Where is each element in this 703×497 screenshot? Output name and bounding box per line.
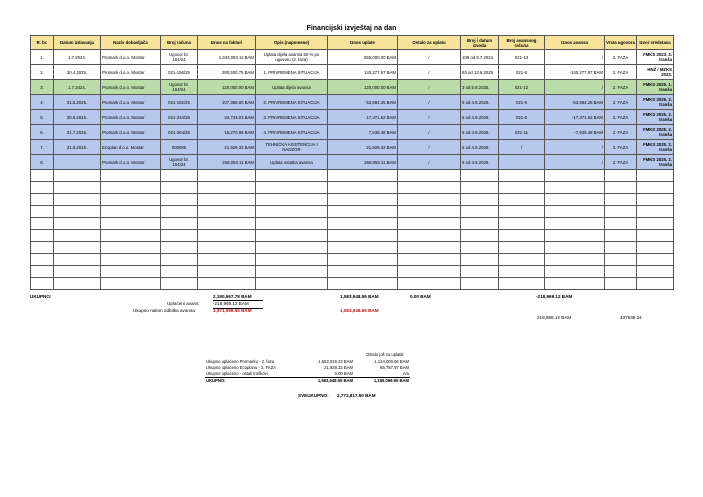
table-row (31, 80, 674, 95)
empty-row (31, 254, 674, 266)
cell-uplata: 21,929.32 BAM (328, 140, 398, 155)
empty-cell (605, 278, 637, 290)
cell-ostalo: / (398, 50, 461, 65)
cell-opis: Uplata dijela avansa (256, 80, 328, 95)
cell-izvor: FMKS 2025. 2. tranša (637, 125, 674, 140)
empty-cell (637, 218, 674, 230)
empty-cell (198, 266, 256, 278)
extra-other-value: 437938.24 (620, 315, 642, 320)
empty-cell (499, 194, 545, 206)
empty-cell (31, 242, 54, 254)
table-row (31, 65, 674, 80)
empty-row (31, 206, 674, 218)
empty-cell (161, 242, 198, 254)
empty-row (31, 242, 674, 254)
cell-izvor: FMKS 2025. 2. tranša (637, 110, 674, 125)
empty-cell (31, 266, 54, 278)
cell-avansni: 021-13 (499, 50, 545, 65)
empty-cell (328, 218, 398, 230)
empty-cell (256, 182, 328, 194)
empty-cell (198, 206, 256, 218)
column-header: Datum izdavanja (54, 36, 101, 50)
cell-izvor: FMKS 2025. 2. tranša (637, 140, 674, 155)
column-header: Izvor sredstava (637, 36, 674, 50)
empty-cell (545, 254, 605, 266)
empty-cell (461, 218, 499, 230)
empty-cell (101, 182, 161, 194)
empty-cell (256, 218, 328, 230)
empty-cell (198, 254, 256, 266)
empty-row (31, 218, 674, 230)
cell-rb: 6. (31, 125, 54, 140)
cell-avansni: / (499, 140, 545, 155)
empty-cell (198, 182, 256, 194)
empty-cell (605, 230, 637, 242)
empty-row (31, 230, 674, 242)
summary-cell-a: 21,929.32 BAM (324, 365, 353, 370)
empty-cell (161, 230, 198, 242)
cell-dobavljac: Promark d.o.o. Mostar (101, 65, 161, 80)
empty-cell (461, 278, 499, 290)
cell-datum: 1.7.2024. (54, 50, 101, 65)
empty-cell (545, 194, 605, 206)
empty-cell (328, 242, 398, 254)
cell-dobavljac: Promark d.o.o. Mostar (101, 95, 161, 110)
empty-cell (101, 218, 161, 230)
empty-cell (198, 194, 256, 206)
empty-cell (398, 218, 461, 230)
cell-datum: 31.8.2025. (54, 140, 101, 155)
cell-ugovor: 2. FAZA (605, 110, 637, 125)
table-header-row (31, 36, 674, 50)
cell-datum: 30.4.2025. (54, 65, 101, 80)
summary-header: Ostalo još za uplatiti (366, 352, 404, 357)
empty-cell (605, 218, 637, 230)
cell-izvor: FMKS 2025. 2. tranša (637, 155, 674, 170)
column-header: Broj računa (161, 36, 198, 50)
summary-cell-label: Ukupno uplaćeno Ecoplanu - 2. FAZA (206, 365, 277, 370)
empty-cell (198, 170, 256, 182)
cell-iznos: 21,929.32 BAM (198, 140, 256, 155)
cell-dobavljac: Promark d.o.o. Mostar (101, 155, 161, 170)
empty-cell (31, 278, 54, 290)
empty-cell (198, 218, 256, 230)
empty-cell (328, 266, 398, 278)
empty-cell (31, 206, 54, 218)
empty-cell (256, 266, 328, 278)
empty-row (31, 182, 674, 194)
empty-cell (256, 278, 328, 290)
cell-racun: 021-264/25 (161, 125, 198, 140)
cell-racun: Ugovor br. 164/24 (161, 155, 198, 170)
totals-label: UKUPNO: (30, 294, 52, 299)
empty-cell (198, 230, 256, 242)
empty-cell (398, 254, 461, 266)
summary-cell-b: n/a (403, 371, 409, 376)
empty-cell (499, 206, 545, 218)
cell-avansni (499, 155, 545, 170)
empty-cell (545, 206, 605, 218)
cell-rb: 5. (31, 110, 54, 125)
empty-cell (605, 242, 637, 254)
cell-opis: 1. PRIVREMENA SITUACIJA (256, 65, 328, 80)
cell-ugovor: 2. FAZA (605, 65, 637, 80)
column-header: R. br. (31, 36, 54, 50)
cell-ostalo: / (398, 65, 461, 80)
cell-dobavljac: Ecoplan d.o.o. Mostar (101, 140, 161, 155)
totals-iznos: 2,190,967.78 BAM (213, 294, 252, 299)
cell-opis: Uplata ostatka avansa (256, 155, 328, 170)
empty-cell (499, 278, 545, 290)
cell-dobavljac: Promark d.o.o. Mostar (101, 125, 161, 140)
column-header: Iznos na fakturi (198, 36, 256, 50)
table-row (31, 155, 674, 170)
empty-cell (461, 254, 499, 266)
cell-avans: / (545, 155, 605, 170)
column-header: Iznos uplate (328, 36, 398, 50)
column-header: Iznos avansa (545, 36, 605, 50)
empty-row (31, 278, 674, 290)
payments-table (30, 35, 674, 290)
empty-cell (31, 170, 54, 182)
cell-racun: 021-156/25 (161, 65, 198, 80)
column-header: Broj avansnog računa (499, 36, 545, 50)
cell-avans: -140,277.87 BAM (545, 65, 605, 80)
empty-cell (499, 218, 545, 230)
cell-iznos: 280,500.75 BAM (198, 65, 256, 80)
nakon-odbitka-value: 1,971,998.66 BAM (213, 308, 252, 313)
cell-avans: / (545, 140, 605, 155)
empty-cell (461, 182, 499, 194)
empty-cell (605, 266, 637, 278)
empty-cell (161, 182, 198, 194)
empty-cell (545, 170, 605, 182)
empty-cell (54, 182, 101, 194)
cell-ugovor: 2. FAZA (605, 80, 637, 95)
cell-rb: 7. (31, 140, 54, 155)
cell-avans: -7,635.48 BAM (545, 125, 605, 140)
table-row (31, 95, 674, 110)
cell-izvod: 5 od 4.9.2025. (461, 155, 499, 170)
cell-avansni: 021-8 (499, 110, 545, 125)
empty-cell (461, 242, 499, 254)
cell-rb: 2. (31, 65, 54, 80)
table-row (31, 140, 674, 155)
column-header: Broj i datum izvoda (461, 36, 499, 50)
empty-cell (499, 242, 545, 254)
cell-dobavljac: Promark d.o.o. Mostar (101, 80, 161, 95)
empty-cell (461, 206, 499, 218)
cell-uplata: 7,635.48 BAM (328, 125, 398, 140)
cell-izvod: 3 od 5.8.2025. (461, 80, 499, 95)
cell-opis: TEHNIČKA ASISTENCIJA I NADZOR (256, 140, 328, 155)
totals-uplata: 1,583,948.55 BAM (340, 294, 379, 299)
cell-iznos: 15,270.96 BAM (198, 125, 256, 140)
empty-cell (54, 206, 101, 218)
empty-cell (328, 230, 398, 242)
empty-cell (198, 242, 256, 254)
cell-izvod: 5 od 4.9.2025. (461, 95, 499, 110)
cell-datum: 1.7.2024. (54, 80, 101, 95)
cell-izvod: 5 od 4.9.2025. (461, 110, 499, 125)
empty-cell (499, 254, 545, 266)
cell-iznos: 120,000.00 BAM (198, 80, 256, 95)
cell-racun: 000085 (161, 140, 198, 155)
empty-cell (256, 242, 328, 254)
empty-cell (398, 278, 461, 290)
empty-cell (545, 182, 605, 194)
empty-cell (461, 266, 499, 278)
cell-iznos: 107,368.50 BAM (198, 95, 256, 110)
summary-total-cell: UKUPNO: (205, 378, 298, 385)
empty-row (31, 194, 674, 206)
cell-ostalo: / (398, 110, 461, 125)
empty-cell (398, 206, 461, 218)
empty-cell (54, 230, 101, 242)
cell-racun: Ugovor br. 164/24 (161, 50, 198, 65)
cell-izvor: FMKS 2025. 1. tranša (637, 80, 674, 95)
empty-cell (545, 218, 605, 230)
cell-ostalo: / (398, 95, 461, 110)
table-row (31, 125, 674, 140)
empty-row (31, 170, 674, 182)
empty-cell (637, 194, 674, 206)
cell-avans: / (545, 50, 605, 65)
cell-rb: 4. (31, 95, 54, 110)
cell-rb: 8. (31, 155, 54, 170)
empty-cell (499, 182, 545, 194)
cell-avansni: 021-12 (499, 80, 545, 95)
cell-ostalo: / (398, 80, 461, 95)
cell-uplata: 655,000.00 BAM (328, 50, 398, 65)
cell-avansni: 021-11 (499, 125, 545, 140)
column-header: Opis (napomene) (256, 36, 328, 50)
cell-racun: 021-234/25 (161, 110, 198, 125)
extra-avans-value: 218,969.12 BAM (537, 315, 572, 320)
empty-cell (637, 230, 674, 242)
cell-ugovor: 2. FAZA (605, 50, 637, 65)
table-row (31, 50, 674, 65)
empty-cell (328, 254, 398, 266)
summary-cell-a: 0.00 BAM (334, 371, 353, 376)
column-header: Naziv dobavljača (101, 36, 161, 50)
cell-avans: / (545, 80, 605, 95)
empty-cell (54, 266, 101, 278)
empty-cell (637, 278, 674, 290)
cell-dobavljac: Promark d.o.o. Mostar (101, 110, 161, 125)
empty-cell (605, 170, 637, 182)
uplaceni-avans-value: -218,969.12 BAM (213, 301, 249, 306)
cell-uplata: 17,371.52 BAM (328, 110, 398, 125)
empty-cell (461, 194, 499, 206)
empty-cell (398, 266, 461, 278)
empty-cell (461, 170, 499, 182)
empty-cell (637, 266, 674, 278)
summary-cell-label: Ukupno uplaćeno Promarku - 2. faza (206, 359, 275, 364)
empty-cell (605, 182, 637, 194)
cell-opis: Uplata dijela avansa 50 % po ugovoru (2. faza) (256, 50, 328, 65)
empty-cell (54, 170, 101, 182)
empty-cell (101, 266, 161, 278)
empty-cell (161, 266, 198, 278)
empty-cell (461, 230, 499, 242)
empty-cell (545, 230, 605, 242)
cell-racun: Ugovor br. 164/24 (161, 80, 198, 95)
empty-cell (398, 242, 461, 254)
summary-table (205, 359, 410, 384)
sveukupno-value: 2,773,817.50 BAM (337, 393, 376, 398)
empty-cell (54, 278, 101, 290)
uplaceni-avans-label: Uplaćeni avans: (167, 301, 200, 306)
cell-izvod: 93 od 13.6.2025. (461, 65, 499, 80)
nakon-odbitka-label: Ukupno nakon odbitka avansa: (133, 308, 197, 313)
cell-ostalo: / (398, 155, 461, 170)
cell-avans: -53,684.25 BAM (545, 95, 605, 110)
empty-cell (605, 194, 637, 206)
empty-cell (54, 242, 101, 254)
cell-datum: 30.6.2025. (54, 110, 101, 125)
empty-cell (54, 218, 101, 230)
empty-cell (101, 278, 161, 290)
cell-datum (54, 155, 101, 170)
empty-cell (398, 194, 461, 206)
empty-cell (328, 278, 398, 290)
empty-cell (398, 170, 461, 182)
cell-dobavljac: Promark d.o.o. Mostar (101, 50, 161, 65)
cell-avans: -17,371.52 BAM (545, 110, 605, 125)
column-header: Vrsta ugovora (605, 36, 637, 50)
empty-cell (198, 278, 256, 290)
cell-opis: 2. PRIVREMENA SITUACIJA (256, 95, 328, 110)
empty-cell (101, 194, 161, 206)
cell-izvor: FMKS 2025. 2. tranša (637, 95, 674, 110)
summary-cell-label: Ukupno uplaćeno - ostali troškovi (206, 371, 268, 376)
cell-avansni: 021-5 (499, 65, 545, 80)
empty-cell (545, 266, 605, 278)
cell-izvod: 109 od 8.7.2024. (461, 50, 499, 65)
empty-cell (54, 254, 101, 266)
empty-cell (637, 242, 674, 254)
empty-cell (328, 194, 398, 206)
empty-cell (101, 242, 161, 254)
empty-cell (637, 254, 674, 266)
empty-cell (256, 194, 328, 206)
cell-ostalo: / (398, 140, 461, 155)
totals-ostalo: 0.00 BAM (410, 294, 431, 299)
empty-row (31, 266, 674, 278)
empty-cell (101, 206, 161, 218)
report-title: Financijski izvještaj na dan (306, 25, 397, 32)
empty-cell (54, 194, 101, 206)
empty-cell (161, 206, 198, 218)
empty-cell (161, 170, 198, 182)
summary-cell-a: 1,562,019.23 BAM (318, 359, 353, 364)
cell-rb: 3. (31, 80, 54, 95)
cell-izvor: HNŽ / MZKS 2023. (637, 65, 674, 80)
empty-cell (31, 254, 54, 266)
empty-cell (328, 206, 398, 218)
cell-izvod: 5 od 4.9.2025. (461, 125, 499, 140)
empty-cell (637, 182, 674, 194)
empty-cell (161, 278, 198, 290)
empty-cell (499, 230, 545, 242)
cell-ostalo: / (398, 125, 461, 140)
empty-cell (398, 182, 461, 194)
empty-cell (637, 170, 674, 182)
empty-cell (101, 254, 161, 266)
empty-cell (101, 230, 161, 242)
cell-opis: 3. PRIVREMENA SITUACIJA (256, 110, 328, 125)
summary-total-cell: 1,189,068.95 BAM (354, 378, 410, 385)
empty-cell (31, 218, 54, 230)
sveukupno-label: SVEUKUPNO: (298, 393, 329, 398)
empty-cell (499, 266, 545, 278)
empty-cell (328, 182, 398, 194)
empty-cell (31, 194, 54, 206)
empty-cell (161, 254, 198, 266)
empty-cell (328, 170, 398, 182)
summary-cell-b: 65,787.97 BAM (380, 365, 409, 370)
cell-opis: 4. PRIVREMENA SITUACIJA (256, 125, 328, 140)
empty-cell (499, 170, 545, 182)
empty-cell (398, 230, 461, 242)
column-header: Ostalo za uplatu (398, 36, 461, 50)
empty-cell (256, 206, 328, 218)
cell-datum: 31.7.2025. (54, 125, 101, 140)
cell-avansni: 021-6 (499, 95, 545, 110)
empty-cell (256, 254, 328, 266)
empty-cell (545, 278, 605, 290)
cell-uplata: 53,684.25 BAM (328, 95, 398, 110)
empty-cell (637, 206, 674, 218)
empty-cell (161, 194, 198, 206)
empty-cell (545, 242, 605, 254)
cell-rb: 1. (31, 50, 54, 65)
empty-cell (31, 182, 54, 194)
empty-cell (256, 170, 328, 182)
cell-ugovor: 2. FAZA (605, 140, 637, 155)
cell-uplata: 140,277.87 BAM (328, 65, 398, 80)
empty-cell (161, 218, 198, 230)
cell-iznos: 34,743.03 BAM (198, 110, 256, 125)
summary-cell-b: 1,124,000.66 BAM (374, 359, 409, 364)
cell-datum: 31.5.2025. (54, 95, 101, 110)
cell-izvor: FMKS 2023. 3. tranša (637, 50, 674, 65)
summary-total-row (205, 378, 410, 385)
cell-ugovor: 2. FAZA (605, 155, 637, 170)
table-row (31, 110, 674, 125)
cell-iznos: 268,050.11 BAM (198, 155, 256, 170)
cell-uplata: 120,000.00 BAM (328, 80, 398, 95)
totals-avans: -218,969.12 BAM (536, 294, 573, 299)
empty-cell (605, 206, 637, 218)
summary-total-cell: 1,583,948.55 BAM (298, 378, 354, 385)
empty-cell (605, 254, 637, 266)
cell-ugovor: 2. FAZA (605, 95, 637, 110)
empty-cell (31, 230, 54, 242)
cell-izvod: 5 od 4.9.2025. (461, 140, 499, 155)
cell-ugovor: 2. FAZA (605, 125, 637, 140)
empty-cell (101, 170, 161, 182)
cell-iznos: 1,343,050.11 BAM (198, 50, 256, 65)
empty-cell (256, 230, 328, 242)
cell-racun: 021-192/25 (161, 95, 198, 110)
nakon-odbitka-uplata: 1,583,948.55 BAM (340, 308, 379, 313)
cell-uplata: 268,050.11 BAM (328, 155, 398, 170)
